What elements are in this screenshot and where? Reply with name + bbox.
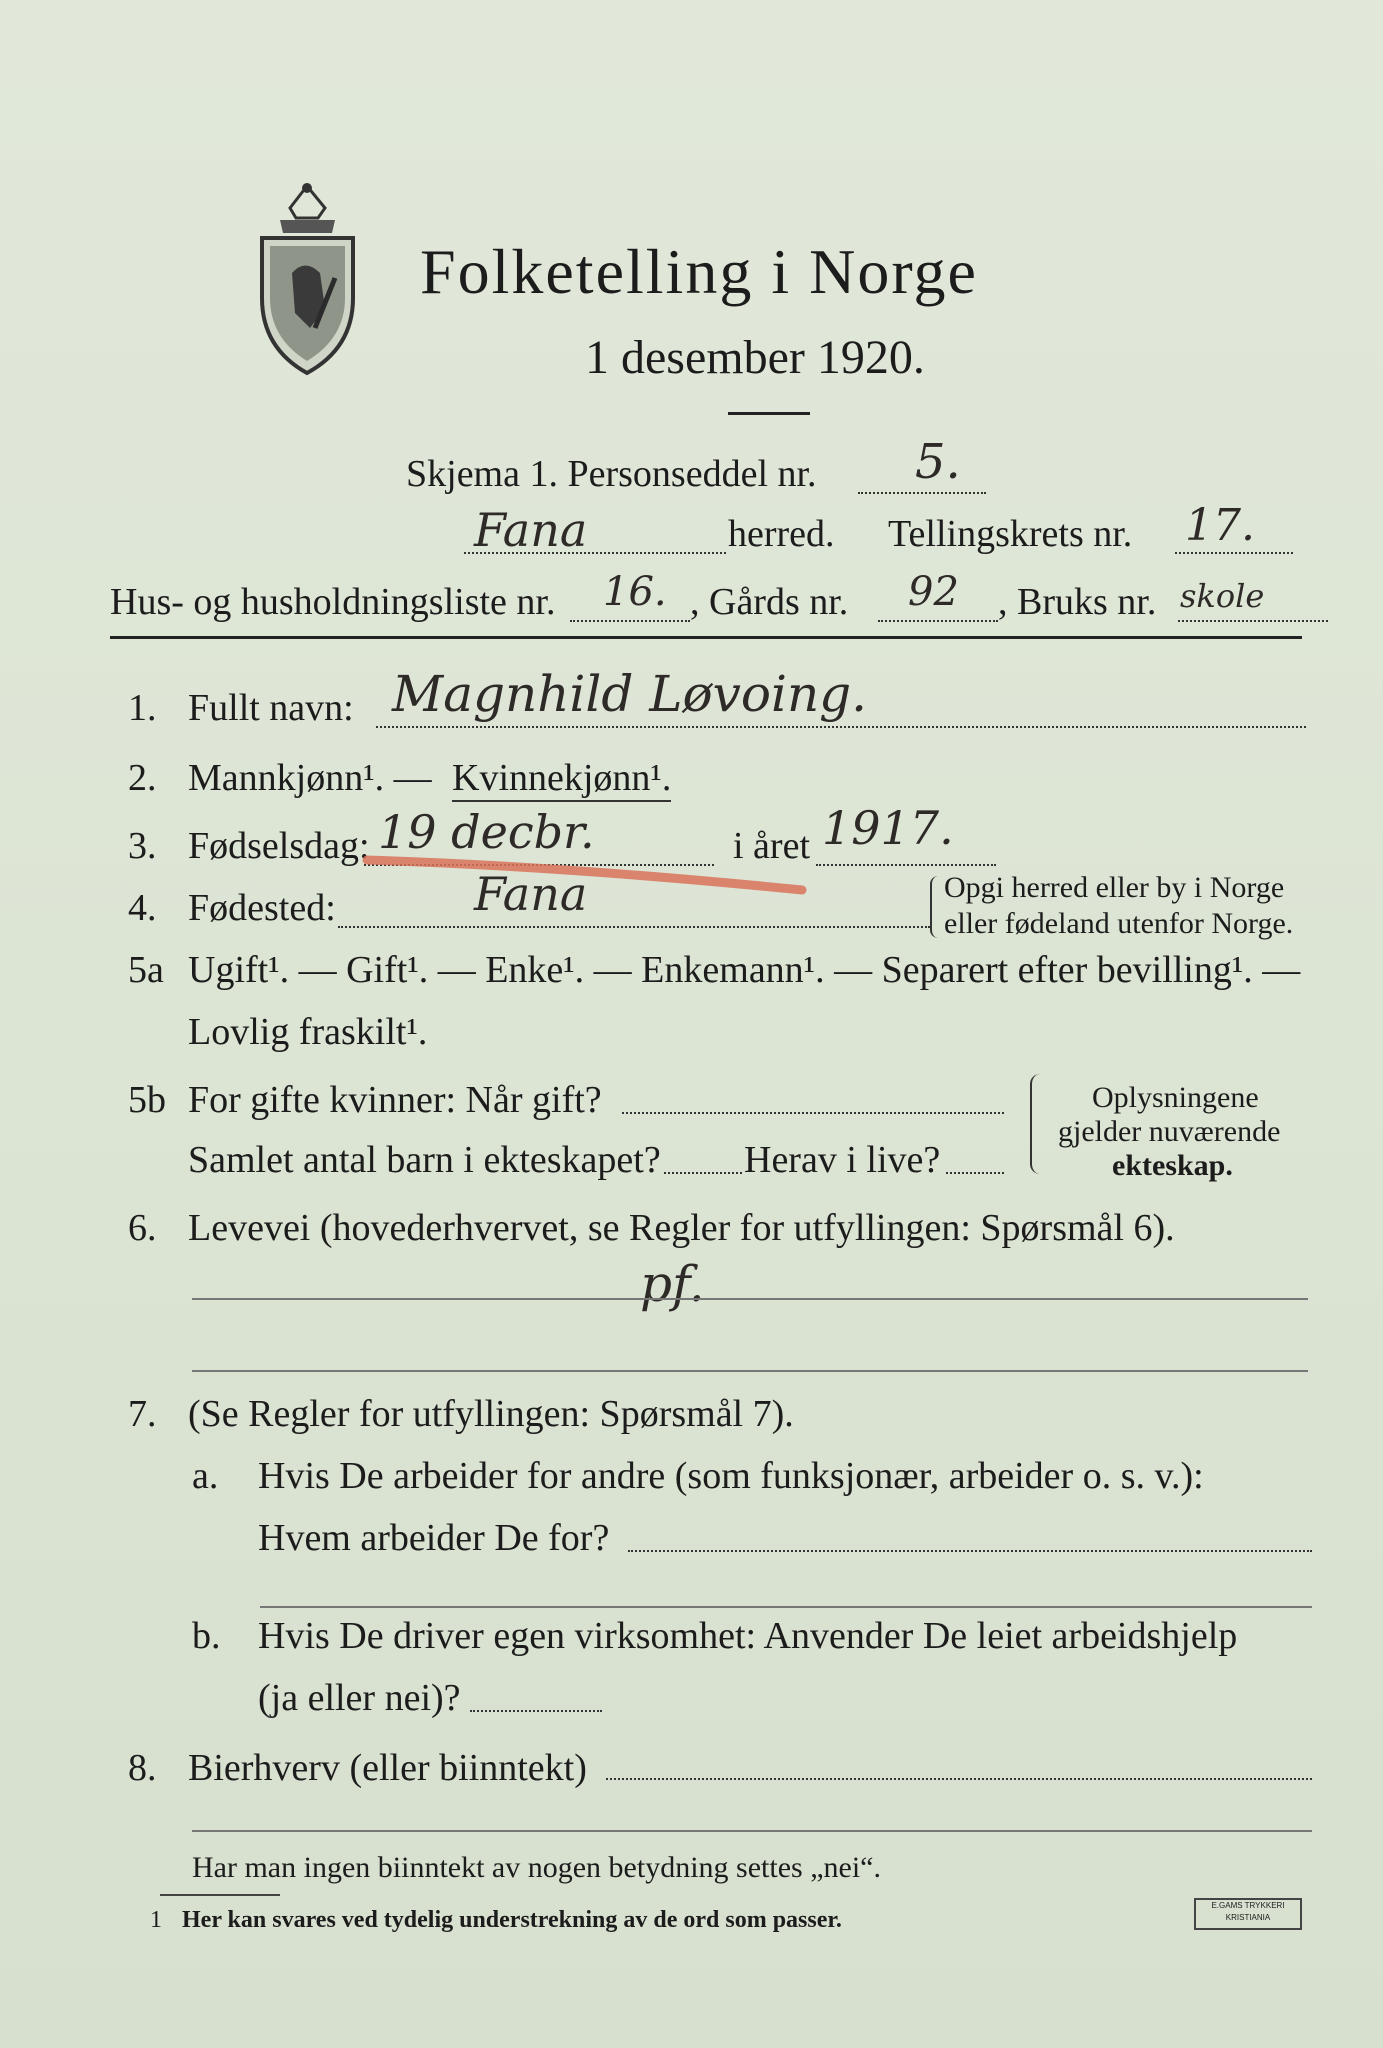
birthplace-note-brace xyxy=(930,876,942,938)
birthplace-underline xyxy=(338,926,930,928)
male-option[interactable]: Mannkjønn¹. — xyxy=(188,757,432,799)
female-option[interactable]: Kvinnekjønn¹. xyxy=(452,756,671,802)
census-date: 1 desember 1920. xyxy=(585,331,925,384)
q7a-letter: a. xyxy=(192,1455,219,1497)
occupation-value[interactable]: pf. xyxy=(640,1255,705,1313)
children-alive-label: Herav i live? xyxy=(744,1139,941,1181)
q2-number: 2. xyxy=(128,757,157,799)
employer-label: Hvem arbeider De for? xyxy=(258,1517,610,1559)
birthday-label: Fødselsdag: xyxy=(188,825,370,867)
form-title: Folketelling i Norge xyxy=(420,236,978,307)
tellingskrets-label: Tellingskrets nr. xyxy=(888,513,1133,555)
norway-coat-of-arms-icon xyxy=(250,178,365,378)
occupation-line-2 xyxy=(192,1370,1308,1372)
printer-stamp: E.GAMS TRYKKERI KRISTIANIA xyxy=(1194,1898,1302,1930)
q7-number: 7. xyxy=(128,1393,157,1435)
occupation-label: Levevei (hovederhvervet, se Regler for utfyllingen: Spørsmål 6). xyxy=(188,1207,1175,1249)
birth-year-value[interactable]: 1917. xyxy=(822,801,954,855)
footnote-text: Her kan svares ved tydelig understrekning av de ord som passer. xyxy=(182,1907,842,1933)
marriage-note-brace xyxy=(1030,1074,1044,1174)
marital-status-options[interactable]: Ugift¹. — Gift¹. — Enke¹. — Enkemann¹. — Separert efter bevilling¹. — xyxy=(188,949,1301,991)
birthplace-note-line1: Opgi herred eller by i Norge xyxy=(944,871,1285,904)
header-divider xyxy=(110,636,1302,639)
birth-year-label: i året xyxy=(733,825,811,867)
q5b-number: 5b xyxy=(128,1079,166,1121)
when-married-underline xyxy=(622,1112,1004,1114)
bruks-underline xyxy=(1178,620,1328,622)
marital-status-divorced[interactable]: Lovlig fraskilt¹. xyxy=(188,1011,428,1053)
gards-value[interactable]: 92 xyxy=(908,569,959,615)
birth-year-underline xyxy=(816,864,996,866)
tellingskrets-value[interactable]: 17. xyxy=(1185,500,1255,551)
schema-label: Skjema 1. Personseddel nr. xyxy=(406,453,817,495)
side-income-line-2 xyxy=(192,1830,1312,1832)
gards-underline xyxy=(878,620,998,622)
q3-number: 3. xyxy=(128,825,157,867)
personseddel-number[interactable]: 5. xyxy=(915,434,961,490)
birthplace-label: Fødested: xyxy=(188,887,336,929)
full-name-value[interactable]: Magnhild Løvoing. xyxy=(392,665,868,723)
when-married-label: For gifte kvinner: Når gift? xyxy=(188,1079,602,1121)
full-name-underline xyxy=(376,726,1306,728)
q7-label: (Se Regler for utfyllingen: Spørsmål 7). xyxy=(188,1393,794,1435)
full-name-label: Fullt navn: xyxy=(188,687,354,729)
marriage-note-line1: Oplysningene xyxy=(1092,1081,1259,1114)
employer-underline xyxy=(628,1550,1312,1552)
herred-label: herred. xyxy=(728,513,835,555)
birthplace-note-line2: eller fødeland utenfor Norge. xyxy=(944,907,1294,940)
gards-label: , Gårds nr. xyxy=(690,581,849,623)
bruks-label: , Bruks nr. xyxy=(998,581,1157,623)
children-alive-underline xyxy=(946,1172,1004,1174)
side-income-underline xyxy=(606,1778,1312,1780)
no-income-note: Har man ingen biinntekt av nogen betydning settes „nei“. xyxy=(192,1851,881,1884)
occupation-line-1 xyxy=(192,1298,1308,1300)
tellingskrets-underline xyxy=(1175,552,1293,554)
children-count-underline xyxy=(664,1172,742,1174)
q4-number: 4. xyxy=(128,887,157,929)
side-income-label: Bierhverv (eller biinntekt) xyxy=(188,1747,587,1789)
q7b-question: Hvis De driver egen virksomhet: Anvender De leiet arbeidshjelp xyxy=(258,1615,1238,1657)
q1-number: 1. xyxy=(128,687,157,729)
title-divider xyxy=(728,412,810,415)
birthday-value[interactable]: 19 decbr. xyxy=(378,805,595,859)
marriage-note-line2: gjelder nuværende xyxy=(1058,1115,1281,1148)
hired-help-label: (ja eller nei)? xyxy=(258,1677,461,1719)
footnote-mark: 1 xyxy=(150,1907,162,1933)
q7b-letter: b. xyxy=(192,1615,221,1657)
husholdningsliste-value[interactable]: 16. xyxy=(603,569,667,615)
q8-number: 8. xyxy=(128,1747,157,1789)
hired-help-underline xyxy=(470,1710,602,1712)
husholdningsliste-underline xyxy=(570,620,690,622)
children-count-label: Samlet antal barn i ekteskapet? xyxy=(188,1139,661,1181)
birthplace-value[interactable]: Fana xyxy=(474,867,588,921)
q5a-number: 5a xyxy=(128,949,164,991)
q7a-question: Hvis De arbeider for andre (som funksjonær, arbeider o. s. v.): xyxy=(258,1455,1204,1497)
schema-underline xyxy=(858,492,986,494)
employer-line-2 xyxy=(260,1606,1312,1608)
herred-value[interactable]: Fana xyxy=(474,503,588,557)
footnote-divider xyxy=(160,1894,280,1896)
marriage-note-line3: ekteskap. xyxy=(1112,1149,1233,1182)
husholdningsliste-label: Hus- og husholdningsliste nr. xyxy=(110,581,556,623)
bruks-value[interactable]: skole xyxy=(1180,577,1265,615)
q6-number: 6. xyxy=(128,1207,157,1249)
